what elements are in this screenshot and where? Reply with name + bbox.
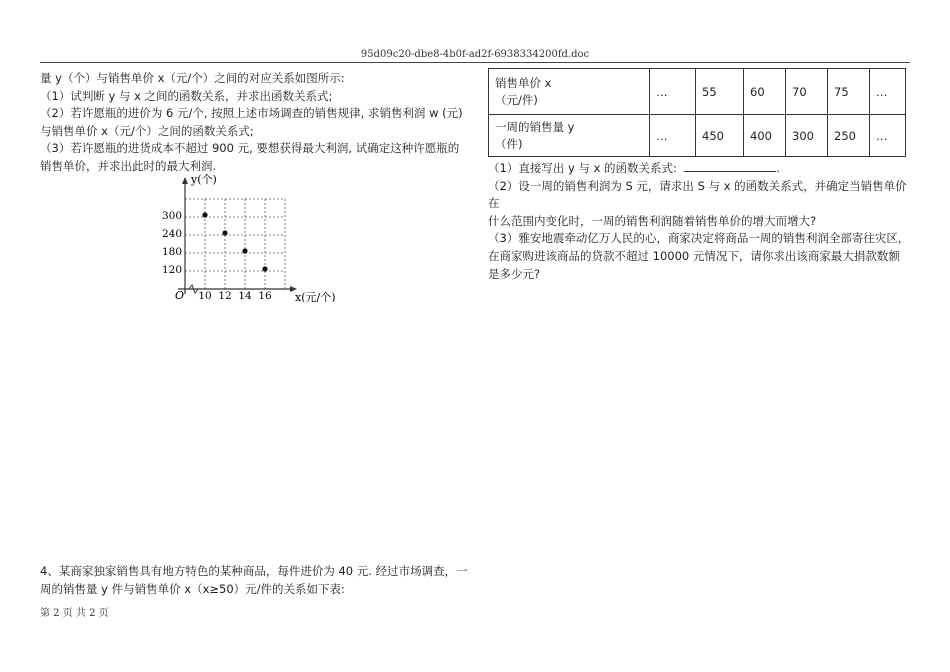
y-tick-label: 180 [161, 246, 182, 258]
y-tick-label: 300 [161, 210, 182, 222]
question-2-line-2: 与销售单价 x（元/个）之间的函数关系式; [40, 123, 254, 138]
table-cell: 450 [696, 115, 744, 157]
data-point [202, 212, 207, 217]
origin-label: O [175, 289, 185, 302]
table-cell: … [870, 115, 906, 157]
question-1: （1）试判断 y 与 x 之间的函数关系，并求出函数关系式; [40, 88, 333, 103]
right-question-3-line-3: 是多少元? [488, 266, 541, 281]
x-tick-label: 12 [218, 290, 232, 302]
row-header-price-line1: 销售单价 x [495, 75, 552, 90]
row-header-quantity-line2: （件) [495, 136, 523, 151]
problem-4-line-2: 周的销售量 y 件与销售单价 x（x≥50）元/件的关系如下表: [40, 581, 345, 596]
row-header-quantity [489, 115, 650, 157]
table-cell: … [870, 69, 906, 115]
right-question-2-line-2: 什么范围内变化时，一周的销售利润随着销售单价的增大而增大? [488, 213, 817, 228]
question-3-line-1: （3）若许愿瓶的进货成本不超过 900 元, 要想获得最大利润, 试确定这种许愿瓶的 [40, 141, 460, 156]
data-point [222, 230, 227, 235]
problem-4 [40, 563, 470, 598]
table-row-price [489, 69, 906, 115]
row-header-price-line2: （元/件) [495, 92, 538, 107]
right-question-3-line-1: （3）雅安地震牵动亿万人民的心，商家决定将商品一周的销售利润全部寄往灾区， [488, 231, 910, 246]
answer-period: . [776, 161, 780, 175]
x-tick-label: 16 [258, 290, 272, 302]
problem-intro-line: 量 y（个）与销售单价 x（元/个）之间的对应关系如图所示: [40, 71, 345, 85]
answer-blank [684, 160, 776, 172]
right-question-1 [488, 160, 918, 178]
document-filename: 95d09c20-dbe8-4b0f-ad2f-6938334200fd.doc [360, 49, 590, 60]
table-cell: … [650, 115, 696, 157]
y-axis-label: y(个) [191, 173, 217, 186]
question-2-line-1: （2）若许愿瓶的进价为 6 元/个, 按照上述市场调查的销售规律, 求销售利润 w (元) [40, 106, 463, 121]
table-cell: 400 [744, 115, 786, 157]
problem-4-line-1: 4、某商家独家销售具有地方特色的某种商品，每件进价为 40 元. 经过市场调查，一 [40, 564, 468, 578]
x-tick-label: 10 [198, 290, 212, 302]
table-row-quantity [489, 115, 906, 157]
chart-axes [178, 177, 297, 294]
scatter-chart [160, 172, 342, 302]
table-cell: 60 [744, 69, 786, 115]
right-column [488, 160, 918, 283]
x-axis-label: x(元/个) [295, 291, 336, 302]
data-point [262, 266, 267, 271]
table-cell: 250 [828, 115, 870, 157]
header-divider [40, 62, 910, 63]
table-cell: 75 [828, 69, 870, 115]
left-column [40, 70, 470, 176]
table-cell: 300 [786, 115, 828, 157]
question-3-line-2: 销售单价，并求出此时的最大利润. [40, 158, 217, 173]
row-header-quantity-line1: 一周的销售量 y [495, 119, 575, 134]
chart-grid [185, 199, 285, 289]
sales-data-table [488, 68, 906, 157]
chart-points [202, 212, 267, 271]
table-cell: 70 [786, 69, 828, 115]
table-cell: … [650, 69, 696, 115]
y-axis-arrow [182, 177, 188, 184]
right-question-1-text: （1）直接写出 y 与 x 的函数关系式: [488, 161, 677, 175]
x-tick-label: 14 [238, 290, 252, 302]
table-cell: 55 [696, 69, 744, 115]
page-number: 第 2 页 共 2 页 [40, 608, 109, 619]
right-question-3-line-2: 在商家购进该商品的贷款不超过 10000 元情况下，请你求出该商家最大捐款数额 [488, 248, 900, 263]
right-question-2-line-1: （2）设一周的销售利润为 S 元，请求出 S 与 x 的函数关系式，并确定当销售单价在 [488, 178, 907, 211]
y-tick-label: 120 [161, 264, 182, 276]
row-header-price [489, 69, 650, 115]
y-tick-label: 240 [161, 228, 182, 240]
data-point [242, 248, 247, 253]
